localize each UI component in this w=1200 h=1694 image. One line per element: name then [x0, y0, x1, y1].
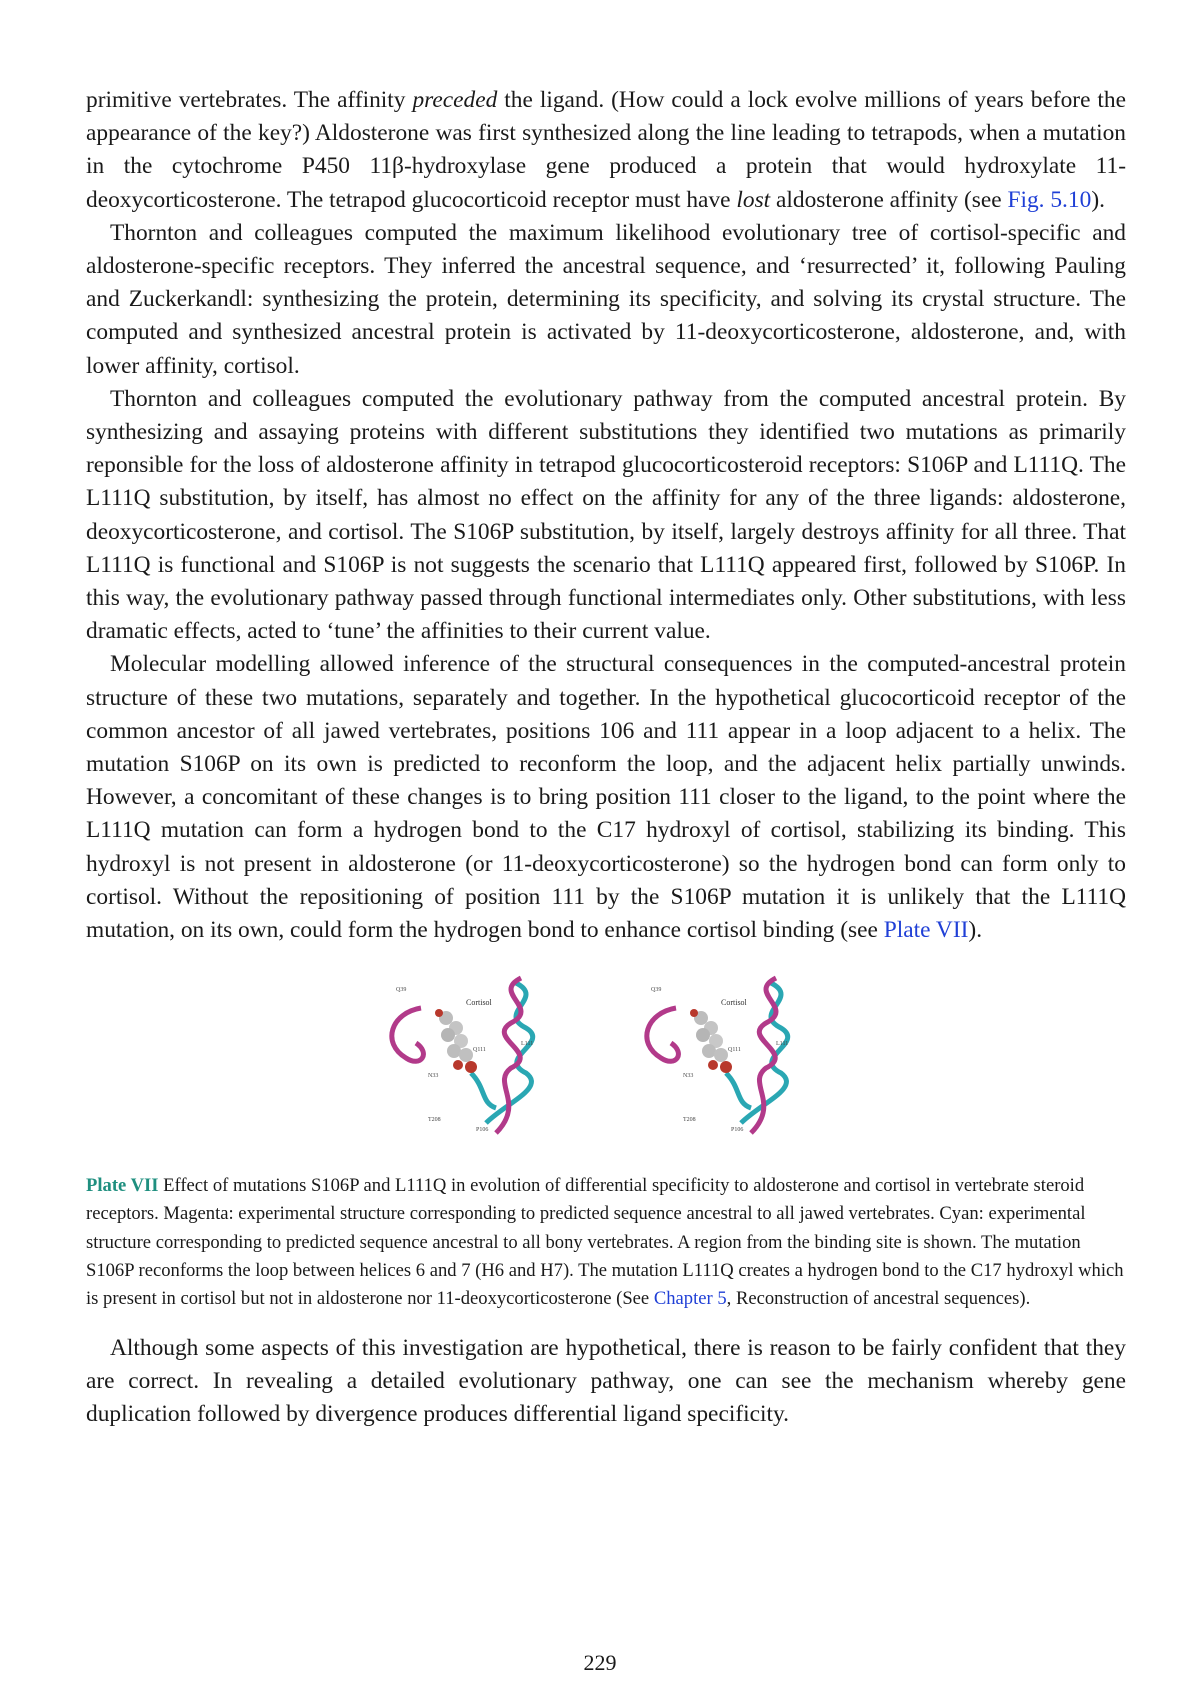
page-content — [86, 84, 1126, 1432]
paragraph-3: Thornton and colleagues computed the evolutionary pathway from the computed ancestral protein. By synthesizing and assaying proteins with different substitutions they identified two mutations as primarily reponsible for the loss of aldosterone affinity in tetrapod glucocorticosteroid receptors: S106P and L111Q. The L111Q substitution, by itself, has almost no effect on the affinity for any of the three ligands: aldosterone, deoxycorticosterone, and cortisol. The S106P substitution, by itself, largely destroys affinity for all three. That L111Q is functional and S106P is not suggests the scenario that L111Q appeared first, followed by S106P. In this way, the evolutionary pathway passed through functional intermediates only. Other substitutions, with less dramatic effects, acted to ‘tune’ the affinities to their current value. — [86, 385, 1126, 645]
svg-text:L111: L111 — [776, 1041, 789, 1048]
paragraph-5: Although some aspects of this investigation are hypothetical, there is reason to be fairly confident that they are correct. In revealing a detailed evolutionary pathway, one can see the mechanism whereby gene duplication followed by divergence produces differential ligand specificity. — [86, 1334, 1126, 1428]
emphasis-lost: lost — [736, 186, 771, 213]
cyan-loop — [471, 1073, 496, 1108]
svg-text:Cortisol: Cortisol — [721, 998, 747, 1008]
stereo-image-left — [376, 973, 556, 1148]
svg-text:Q39: Q39 — [396, 987, 407, 994]
svg-text:Q39: Q39 — [651, 987, 662, 994]
svg-text:Cortisol: Cortisol — [466, 998, 492, 1008]
plate-vii-caption: Plate VII Effect of mutations S106P and L111Q in evolution of differential specificity to aldosterone and cortisol in vertebrate steroid receptors. Magenta: experimental structure corresponding to predicted sequence ancestral to all jawed vertebrates. Cyan: experimental structure corresponding to predicted sequence ancestral to all bony vertebrates. A region from the binding site is shown. The mutation S106P reconforms the loop between helices 6 and 7 (H6 and H7). The mutation L111Q creates a hydrogen bond to the C17 hydroxyl which is present in cortisol but not in aldosterone nor 11-deoxycorticosterone (See Chapter 5, Reconstruction of ancestral sequences). — [86, 1175, 1124, 1310]
svg-text:P106: P106 — [476, 1127, 489, 1134]
cortisol-molecule — [690, 1009, 732, 1073]
stereo-image-right — [631, 973, 811, 1148]
svg-text:P106: P106 — [731, 1127, 744, 1134]
magenta-loop — [392, 1008, 424, 1061]
chapter-5-link[interactable]: Chapter 5 — [653, 1288, 727, 1310]
cyan-loop — [726, 1073, 751, 1108]
svg-text:Q111: Q111 — [728, 1047, 741, 1054]
paragraph-2: Thornton and colleagues computed the maximum likelihood evolutionary tree of cortisol-specific and aldosterone-specific receptors. They inferred the ancestral sequence, and ‘resurrected’ it, following Pauling and Zuckerkandl: synthesizing the protein, determining its specificity, and solving its crystal structure. The computed and synthesized ancestral protein is activated by 11-deoxycorticosterone, aldosterone, and, with lower affinity, cortisol. — [86, 219, 1126, 379]
svg-text:N33: N33 — [428, 1073, 439, 1080]
paragraph-1: primitive vertebrates. The affinity preceded the ligand. (How could a lock evolve millions of years before the appearance of the key?) Aldosterone was first synthesized along the line leading to tetrapods, when a mutation in the cytochrome P450 11β-hydroxylase gene produced a protein that would hydroxylate 11-deoxycorticosterone. The tetrapod glucocorticoid receptor must have lost aldosterone affinity (see Fig. 5.10). — [86, 87, 1126, 213]
page-number: 229 — [583, 1650, 617, 1675]
svg-text:N33: N33 — [683, 1073, 694, 1080]
paragraph-4: Molecular modelling allowed inference of the structural consequences in the computed-ancestral protein structure of these two mutations, separately and together. In the hypothetical glucocorticoid receptor of the common ancestor of all jawed vertebrates, positions 106 and 111 appear in a loop adjacent to a helix. The mutation S106P on its own is predicted to reconform the loop, and the adjacent helix partially unwinds. However, a concomitant of these changes is to bring position 111 closer to the ligand, to the point where the L111Q mutation can form a hydrogen bond to the C17 hydroxyl of cortisol, stabilizing its binding. This hydroxyl is not present in aldosterone (or 11-deoxycorticosterone) so the hydrogen bond can form only to cortisol. Without the repositioning of position 111 by the S106P mutation it is unlikely that the L111Q mutation, on its own, could form the hydrogen bond to enhance cortisol binding (see Plate VII). — [86, 651, 1126, 944]
plate-label: Plate VII — [86, 1175, 159, 1197]
svg-text:L111: L111 — [521, 1041, 534, 1048]
svg-text:T208: T208 — [683, 1117, 696, 1124]
svg-text:Q111: Q111 — [473, 1047, 486, 1054]
emphasis-preceded: preceded — [412, 87, 498, 113]
svg-text:T208: T208 — [428, 1117, 441, 1124]
cortisol-molecule — [435, 1009, 477, 1073]
plate-vii-link[interactable]: Plate VII — [883, 917, 969, 944]
fig-5-10-link[interactable]: Fig. 5.10 — [1007, 186, 1092, 213]
magenta-loop — [647, 1008, 679, 1061]
plate-vii-figure — [86, 973, 1126, 1158]
